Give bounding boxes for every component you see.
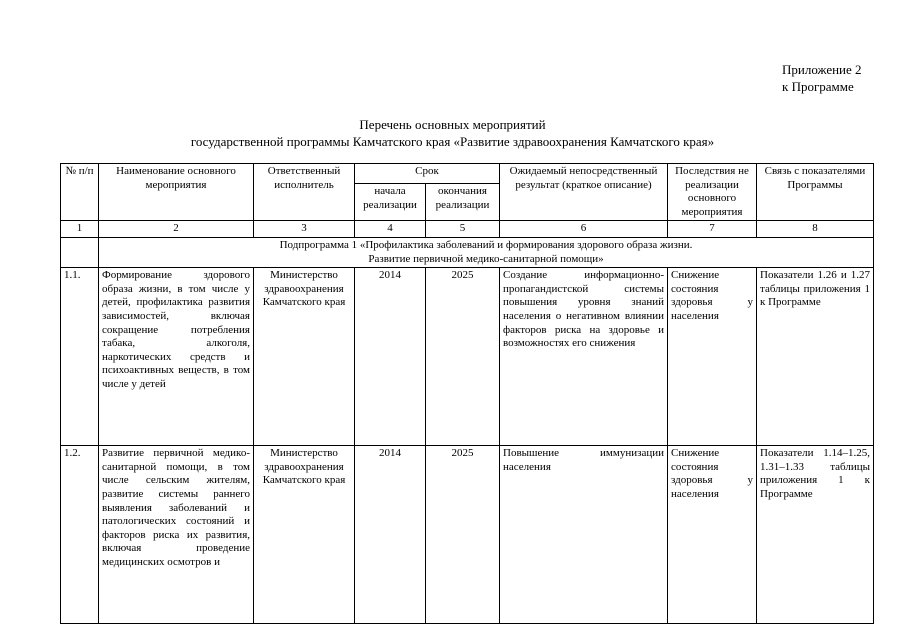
subprogram-line-2: Развитие первичной медико-санитарной помощи»	[368, 252, 604, 265]
appendix-line-1: Приложение 2	[782, 62, 862, 77]
col-number: 1	[61, 221, 99, 238]
header-result: Ожидаемый непосредственный результат (краткое описание)	[500, 164, 668, 221]
title-line-2: государственной программы Камчатского края «Развитие здравоохранения Камчатского края»	[190, 134, 715, 149]
row-name: Формирование здорового образа жизни, в том числе у детей, профилактика развития зависимостей, включая сокращение потребления табака, алкоголя, наркотических средств и психоактивных веществ, в том числе у детей	[99, 268, 254, 446]
subprogram-row	[61, 237, 874, 267]
subprogram-line-1: Подпрограмма 1 «Профилактика заболеваний и формирования здорового образа жизни.	[279, 238, 693, 251]
header-executor: Ответственный исполнитель	[254, 164, 355, 221]
col-number: 5	[426, 221, 500, 238]
table-row	[61, 446, 874, 624]
row-link: Показатели 1.26 и 1.27 таблицы приложения 1 к Программе	[757, 268, 874, 446]
row-start: 2014	[355, 268, 426, 446]
header-consequences: Последствия не реализации основного мероприятия	[668, 164, 757, 221]
table-row	[61, 268, 874, 446]
row-result: Создание информационно-пропагандистской системы повышения уровня знаний населения о негативном влиянии факторов риска на здоровье и возможностях его снижения	[500, 268, 668, 446]
appendix-line-2: к Программе	[782, 79, 854, 94]
header-name: Наименование основного мероприятия	[99, 164, 254, 221]
col-number: 8	[757, 221, 874, 238]
row-link: Показатели 1.14–1.25, 1.31–1.33 таблицы приложения 1 к Программе	[757, 446, 874, 624]
col-number: 4	[355, 221, 426, 238]
header-row-1	[61, 164, 874, 184]
subprogram-empty-cell	[61, 237, 99, 267]
measures-table	[60, 163, 874, 624]
appendix-note	[782, 61, 862, 95]
row-consequences: Снижение состояния здоровья у населения	[668, 446, 757, 624]
row-executor: Министерство здравоохранения Камчатского края	[254, 446, 355, 624]
row-consequences: Снижение состояния здоровья у населения	[668, 268, 757, 446]
column-numbers-row	[61, 221, 874, 238]
header-num: № п/п	[61, 164, 99, 221]
header-link: Связь с показателями Программы	[757, 164, 874, 221]
title-line-1: Перечень основных мероприятий	[359, 117, 546, 132]
row-num: 1.2.	[61, 446, 99, 624]
col-number: 7	[668, 221, 757, 238]
document-title	[0, 116, 905, 150]
row-executor: Министерство здравоохранения Камчатского края	[254, 268, 355, 446]
row-name: Развитие первичной медико-санитарной помощи, в том числе сельским жителям, развитие системы раннего выявления заболеваний и патологических состояний и факторов риска их развития, включая проведение медицинских осмотров и	[99, 446, 254, 624]
header-start: начала реализации	[355, 184, 426, 221]
col-number: 2	[99, 221, 254, 238]
row-end: 2025	[426, 446, 500, 624]
row-start: 2014	[355, 446, 426, 624]
row-num: 1.1.	[61, 268, 99, 446]
row-end: 2025	[426, 268, 500, 446]
col-number: 3	[254, 221, 355, 238]
col-number: 6	[500, 221, 668, 238]
subprogram-title	[99, 237, 874, 267]
header-end: окончания реализации	[426, 184, 500, 221]
header-term: Срок	[355, 164, 500, 184]
row-result: Повышение иммунизации населения	[500, 446, 668, 624]
